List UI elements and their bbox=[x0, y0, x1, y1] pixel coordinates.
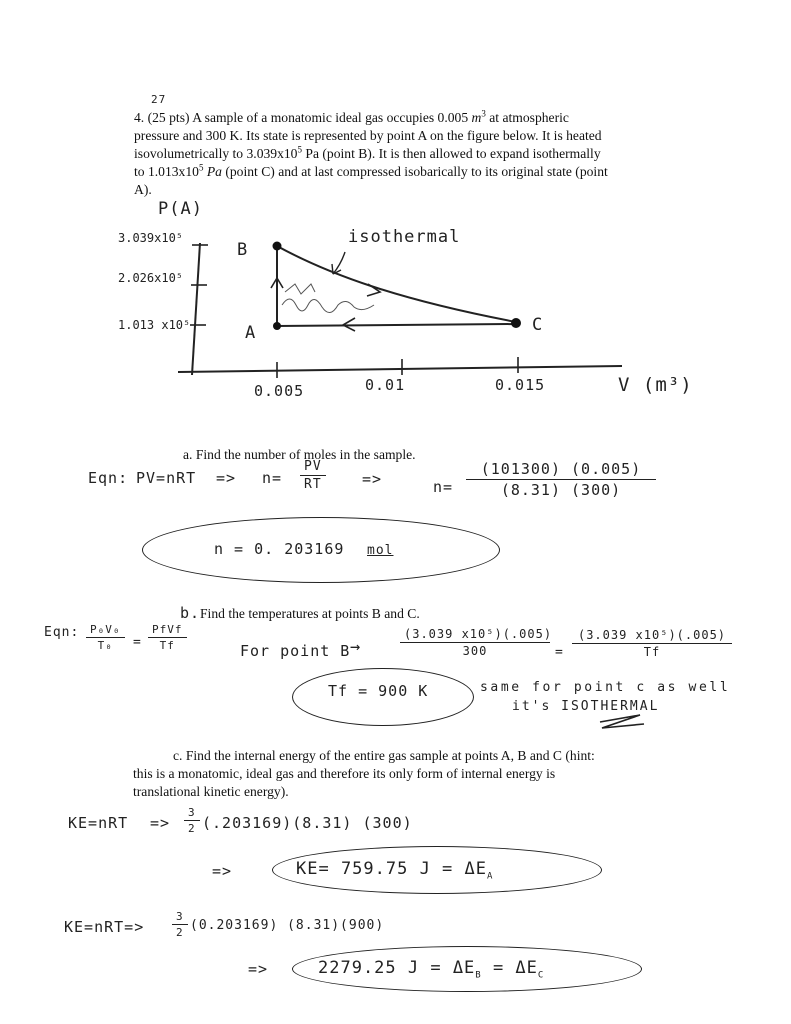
y-tick-label-2: 2.026x10⁵ bbox=[118, 271, 184, 285]
three-halves-1 bbox=[184, 806, 200, 835]
part-a-question: a. Find the number of moles in the sample. bbox=[183, 447, 416, 462]
y-tick-label-1: 3.039x10⁵ bbox=[118, 231, 184, 245]
part-b-num-1: (3.039 x10⁵)(.005) bbox=[400, 627, 550, 643]
x-tick-label-1: 0.005 bbox=[254, 382, 305, 400]
problem-line-3b: Pa (point B). It is then allowed to expand isothermally bbox=[301, 146, 601, 161]
points-correction: 27 bbox=[151, 93, 167, 106]
three-halves-2 bbox=[172, 910, 188, 939]
problem-line-3a: isovolumetrically to 3.039x10 bbox=[134, 146, 298, 161]
exp-5a: 5 bbox=[297, 144, 302, 155]
part-c-question-line-1: c. Find the internal energy of the entire gas sample at points A, B and C (hint: bbox=[173, 748, 595, 763]
part-b-note-2: it's ISOTHERMAL bbox=[512, 699, 660, 714]
ke-a-subscript: A bbox=[487, 871, 494, 882]
for-point-b: For point B bbox=[240, 642, 351, 660]
ke-c-eq: = ΔE bbox=[481, 958, 538, 978]
tf: Tf bbox=[159, 639, 175, 652]
problem-line-1b: at atmospheric bbox=[485, 110, 569, 125]
part-a-n-eq: n= bbox=[262, 469, 283, 487]
part-c-line1-arrow: => bbox=[150, 814, 171, 832]
part-b-eq-2: = bbox=[555, 645, 564, 660]
isothermal-annotation: isothermal bbox=[348, 227, 461, 247]
part-b-question: Find the temperatures at points B and C. bbox=[200, 606, 420, 621]
part-a-answer: n = 0. 203169 bbox=[214, 540, 345, 558]
part-a-numerator: (101300) (0.005) bbox=[466, 460, 656, 480]
unit-m: m bbox=[471, 110, 482, 125]
three-halves-num-1: 3 bbox=[184, 806, 200, 821]
problem-points: (25 pts) bbox=[147, 110, 190, 125]
part-c-line1-lhs: KE=nRT bbox=[68, 814, 129, 832]
pv-numerator: PV bbox=[300, 459, 326, 476]
part-b-eq: = bbox=[133, 635, 142, 650]
ke-a-value: KE= 759.75 J = ΔE bbox=[296, 859, 487, 879]
point-b-label: B bbox=[237, 240, 249, 260]
three-halves-den-1: 2 bbox=[188, 822, 196, 835]
part-c-line2-arrow: => bbox=[212, 862, 233, 880]
three-halves-num-2: 3 bbox=[172, 910, 188, 925]
part-b-eqn-label: Eqn: bbox=[44, 625, 80, 640]
part-a-denominator: (8.31) (300) bbox=[500, 481, 622, 499]
part-a-n-eq-2: n= bbox=[433, 478, 454, 496]
exp-5b: 5 bbox=[198, 162, 204, 173]
part-a-arrow-1: => bbox=[216, 469, 237, 487]
ke-b-value: 2279.25 J = ΔE bbox=[318, 958, 476, 978]
y-axis-label: P(A) bbox=[158, 199, 203, 219]
part-b-note-1: same for point c as well bbox=[480, 680, 731, 695]
three-halves-den-2: 2 bbox=[176, 926, 184, 939]
ke-c-subscript: C bbox=[537, 970, 545, 981]
exp-3: 3 bbox=[481, 108, 486, 119]
rt-denominator: RT bbox=[304, 477, 322, 492]
problem-line-5: A). bbox=[134, 182, 152, 197]
part-b-label: b. bbox=[180, 604, 201, 622]
part-c-question-line-3: translational kinetic energy). bbox=[133, 784, 289, 799]
part-c-line2-answer bbox=[296, 859, 494, 882]
part-a-eqn-label: Eqn: bbox=[88, 469, 129, 487]
part-c-line4-arrow: => bbox=[248, 960, 269, 978]
t0: T₀ bbox=[97, 639, 113, 652]
ke-b-subscript: B bbox=[475, 970, 482, 981]
part-c-line3-lhs: KE=nRT=> bbox=[64, 918, 145, 936]
y-tick-label-3: 1.013 x10⁵ bbox=[118, 318, 191, 332]
part-a-answer-unit: mol bbox=[367, 543, 394, 558]
part-c-line4-answer bbox=[318, 958, 545, 981]
x-tick-label-3: 0.015 bbox=[495, 376, 546, 394]
problem-number: 4. bbox=[134, 110, 145, 125]
pfvf: PfVf bbox=[148, 623, 187, 638]
part-b-arrow-icon: → bbox=[350, 637, 362, 657]
part-c-question bbox=[133, 747, 595, 801]
problem-line-4a: to 1.013x10 bbox=[134, 164, 199, 179]
part-b-num-2: (3.039 x10⁵)(.005) bbox=[572, 628, 732, 644]
part-a-arrow-2: => bbox=[362, 470, 383, 488]
part-b-den-1: 300 bbox=[462, 644, 488, 658]
problem-line-1a: A sample of a monatomic ideal gas occupies 0.005 bbox=[192, 110, 472, 125]
point-a-label: A bbox=[245, 323, 257, 343]
problem-line-4b: (point C) and at last compressed isobarically to its original state (point bbox=[221, 164, 608, 179]
part-a-eqn: PV=nRT bbox=[136, 469, 197, 487]
part-c-question-line-2: this is a monatomic, ideal gas and therefore its only form of internal energy is bbox=[133, 766, 556, 781]
part-c-line3-rhs: (0.203169) (8.31)(900) bbox=[190, 918, 385, 933]
p0v0: P₀V₀ bbox=[86, 623, 125, 638]
x-tick-label-2: 0.01 bbox=[365, 376, 406, 394]
problem-line-2: pressure and 300 K. Its state is represented by point A on the figure below. It is heated bbox=[134, 128, 602, 143]
point-c-label: C bbox=[532, 315, 544, 335]
part-b-den-2: Tf bbox=[643, 645, 661, 659]
part-c-line1-rhs: (.203169)(8.31) (300) bbox=[202, 814, 413, 832]
unit-pa: Pa bbox=[203, 164, 222, 179]
part-b-answer: Tf = 900 K bbox=[328, 682, 429, 700]
x-axis-label: V (m³) bbox=[618, 374, 693, 396]
